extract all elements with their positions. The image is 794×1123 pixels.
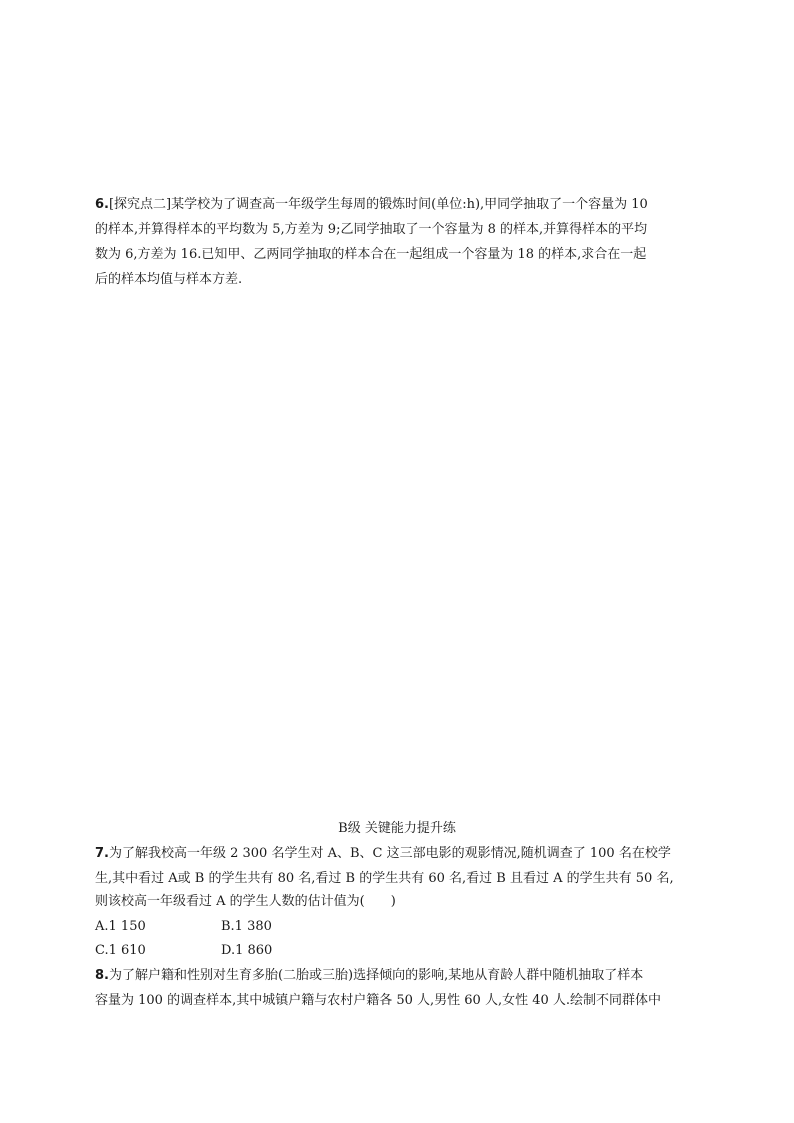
question-7-line-1 [95,845,671,863]
question-7-option-c: C.1 610 [95,943,146,958]
question-6-text-1: [探究点二]某学校为了调查高一年级学生每周的锻炼时间(单位:h),甲同学抽取了一个容量为 10 [108,197,648,212]
question-6-line-2: 的样本,并算得样本的平均数为 5,方差为 9;乙同学抽取了一个容量为 8 的样本,并算得样本的平均 [95,222,648,237]
question-6-line-1 [95,196,648,214]
question-8-line-2: 容量为 100 的调查样本,其中城镇户籍与农村户籍各 50 人,男性 60 人,女性 40 人.绘制不同群体中 [95,993,662,1008]
question-7-option-d: D.1 860 [221,943,273,958]
question-8-number: 8. [95,968,109,983]
question-7-line-2: 生,其中看过 A或 B 的学生共有 80 名,看过 B 的学生共有 60 名,看过 B 且看过 A 的学生共有 50 名, [95,871,674,886]
question-8-line-1 [95,967,643,985]
question-7-number: 7. [95,846,109,861]
question-7-text-1: 为了解我校高一年级 2 300 名学生对 A、B、C 这三部电影的观影情况,随机调查了 100 名在校学 [108,846,671,861]
question-7-option-a: A.1 150 [95,919,146,934]
section-b-title: B级 关键能力提升练 [338,821,456,836]
question-7-line-3: 则该校高一年级看过 A 的学生人数的估计值为( ) [95,894,396,909]
question-6-line-4: 后的样本均值与样本方差. [95,272,243,287]
question-7-option-b: B.1 380 [221,919,272,934]
question-8-text-1: 为了解户籍和性别对生育多胎(二胎或三胎)选择倾向的影响,某地从育龄人群中随机抽取了样本 [108,968,644,983]
question-6-line-3: 数为 6,方差为 16.已知甲、乙两同学抽取的样本合在一起组成一个容量为 18 的样本,求合在一起 [95,247,647,262]
question-6-number: 6. [95,197,109,212]
